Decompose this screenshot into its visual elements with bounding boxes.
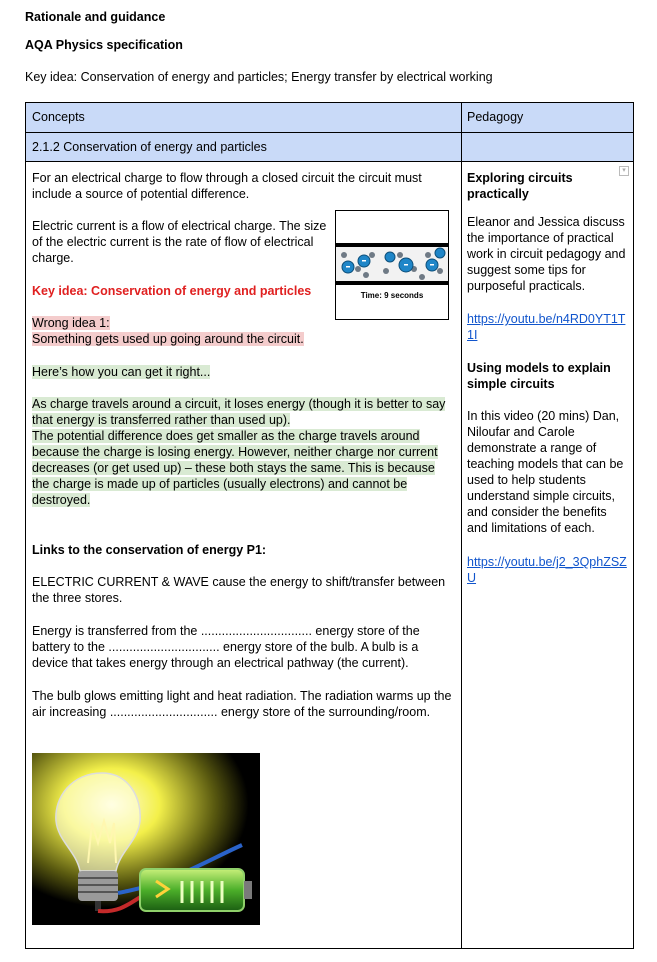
pedagogy-body-2: In this video (20 mins) Dan, Niloufar and Carole demonstrate a range of teaching models that can be used to help students understand simple circuits, and consider the benefits and limitations of each. [467, 409, 624, 535]
wrong-idea-block [32, 315, 452, 347]
spec-title: AQA Physics specification [25, 38, 183, 52]
wrong-idea-text: Something gets used up going around the circuit. [32, 332, 304, 346]
light-bulb-battery-image [32, 753, 260, 925]
electron-flow-simulation [335, 210, 449, 320]
key-idea-line: Key idea: Conservation of energy and particles; Energy transfer by electrical working [25, 70, 493, 84]
links-p2: Energy is transferred from the ................................ energy store of the battery to the ................................ energy store of the bulb. A bulb is a device that takes energy through an electrical pathway (the current). [32, 624, 420, 670]
dropdown-corner-icon[interactable]: ▾ [619, 166, 629, 176]
column-divider [461, 103, 462, 948]
content-table [25, 102, 634, 949]
key-idea-heading: Key idea: Conservation of energy and particles [32, 284, 312, 298]
concepts-header: Concepts [32, 110, 85, 124]
electron-flow-diagram [336, 211, 448, 319]
pedagogy-link-1[interactable]: https://youtu.be/n4RD0YT1T1I [467, 312, 626, 342]
right-explanation [32, 396, 452, 508]
pedagogy-link-2[interactable]: https://youtu.be/j2_3QphZSZU [467, 555, 627, 585]
pedagogy-title-1: Exploring circuits practically [467, 171, 573, 201]
right-explanation-p2: The potential difference does get smaller as the charge travels around because the charge is losing energy. However, neither charge nor current decreases (or get used up) – these both stays the same. This is because the charge is made up of particles (usually electrons) and cannot be destroyed. [32, 429, 438, 507]
concept-p1: For an electrical charge to flow through a closed circuit the circuit must include a source of potential difference. [32, 171, 422, 201]
links-p1: ELECTRIC CURRENT & WAVE cause the energy to shift/transfer between the three stores. [32, 575, 446, 605]
links-heading: Links to the conservation of energy P1: [32, 543, 267, 557]
pedagogy-title-2: Using models to explain simple circuits [467, 361, 611, 391]
doc-title: Rationale and guidance [25, 10, 166, 24]
concept-p2: Electric current is a flow of electrical charge. The size of the electric current is the rate of flow of electrical charge. [32, 219, 327, 265]
pedagogy-link-2-wrap [467, 554, 627, 586]
pedagogy-body-1: Eleanor and Jessica discuss the importance of practical work in circuit pedagogy and suggest some tips for purposeful practicals. [467, 215, 626, 293]
section-title: 2.1.2 Conservation of energy and particles [32, 140, 267, 154]
header-row [26, 103, 633, 133]
right-intro: Here’s how you can get it right... [32, 365, 211, 379]
right-intro-block [32, 364, 452, 380]
right-explanation-p1: As charge travels around a circuit, it loses energy (though it is better to say that energy is transferred rather than used up). [32, 397, 446, 427]
wrong-idea-label: Wrong idea 1: [32, 316, 110, 330]
links-p3: The bulb glows emitting light and heat radiation. The radiation warms up the air increasing ............................... energy store of the surrounding/room. [32, 689, 452, 719]
bulb-illustration [32, 753, 260, 925]
pedagogy-header: Pedagogy [467, 110, 524, 124]
simulation-time-label: Time: 9 seconds [360, 291, 424, 300]
pedagogy-link-1-wrap [467, 311, 627, 343]
